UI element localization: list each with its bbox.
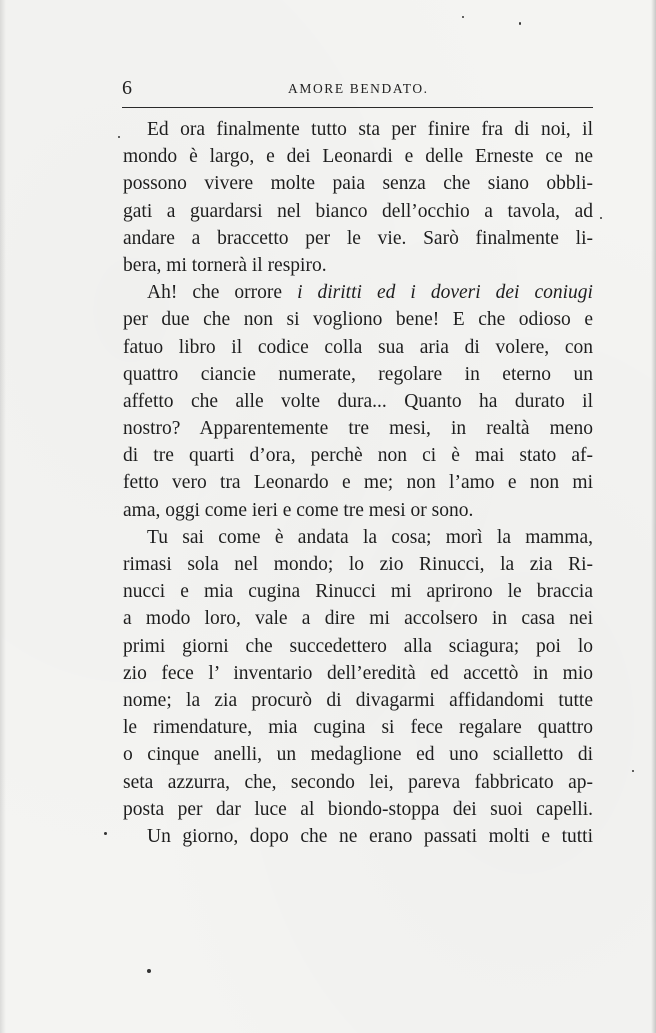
text-line: per due che non si vogliono bene! E che odioso e <box>123 309 593 331</box>
text-line: di tre quarti d’ora, perchè non ci è mai stato af- <box>123 445 593 467</box>
page-edge-shadow-right <box>651 0 656 1033</box>
ink-speck <box>600 217 602 219</box>
text-line: ama, oggi come ieri e come tre mesi or sono. <box>123 499 474 521</box>
ink-speck <box>147 969 151 973</box>
text-line: possono vivere molte paia senza che siano obbli- <box>123 173 593 195</box>
text-line <box>123 279 593 306</box>
text-line: bera, mi tornerà il respiro. <box>123 254 327 276</box>
text-line: affetto che alle volte dura... Quanto ha durato il <box>123 390 593 412</box>
text-line: fatuo libro il codice colla sua aria di volere, con <box>123 336 593 358</box>
text-line: nome; la zia procurò di divagarmi affidandomi tutte <box>123 689 593 711</box>
text-line: zio fece l’ inventario dell’eredità ed accettò in mio <box>123 662 593 684</box>
text-line: seta azzurra, che, secondo lei, pareva fabbricato ap- <box>123 771 593 793</box>
running-title: AMORE BENDATO. <box>288 81 429 96</box>
text-line: o cinque anelli, un medaglione ed uno scialletto di <box>123 744 593 766</box>
page-edge-shadow-left <box>0 0 6 1033</box>
text-line: nucci e mia cugina Rinucci mi aprirono le braccia <box>123 581 593 603</box>
text-line: Ed ora finalmente tutto sta per finire fra di noi, il <box>147 119 593 140</box>
text-line: a modo loro, vale a dire mi accolsero in casa nei <box>123 608 593 630</box>
text-line: andare a braccetto per le vie. Sarò finalmente li- <box>123 227 593 249</box>
page-number: 6 <box>122 77 132 99</box>
italic-phrase: i diritti ed i doveri dei coniugi <box>297 282 593 304</box>
text-line: Un giorno, dopo che ne erano passati molti e tutti <box>147 825 593 847</box>
text-line: nostro? Apparentemente tre mesi, in realtà meno <box>123 418 593 440</box>
text-line: rimasi sola nel mondo; lo zio Rinucci, la zia Ri- <box>123 554 593 575</box>
text-line: primi giorni che succedettero alla sciagura; poi lo <box>123 635 593 657</box>
text-line: fetto vero tra Leonardo e me; non l’amo e non mi <box>123 472 593 494</box>
header-rule <box>122 107 593 108</box>
ink-speck <box>104 832 107 835</box>
ink-speck <box>118 136 120 138</box>
ink-speck <box>519 22 521 25</box>
text-line: gati a guardarsi nel bianco dell’occhio a tavola, ad <box>123 200 593 222</box>
text-line: quattro ciancie numerate, regolare in eterno un <box>123 363 593 385</box>
text-line: le rimendature, mia cugina si fece regalare quattro <box>123 717 593 739</box>
text-line: mondo è largo, e dei Leonardi e delle Erneste ce ne <box>123 146 593 168</box>
body-text <box>123 116 593 850</box>
ink-speck <box>632 770 634 772</box>
text-line: Tu sai come è andata la cosa; morì la mamma, <box>147 526 593 548</box>
ink-speck <box>462 16 464 18</box>
text-line: posta per dar luce al biondo-stoppa dei suoi capelli. <box>123 798 593 820</box>
text-run: Ah! che orrore <box>147 282 298 304</box>
